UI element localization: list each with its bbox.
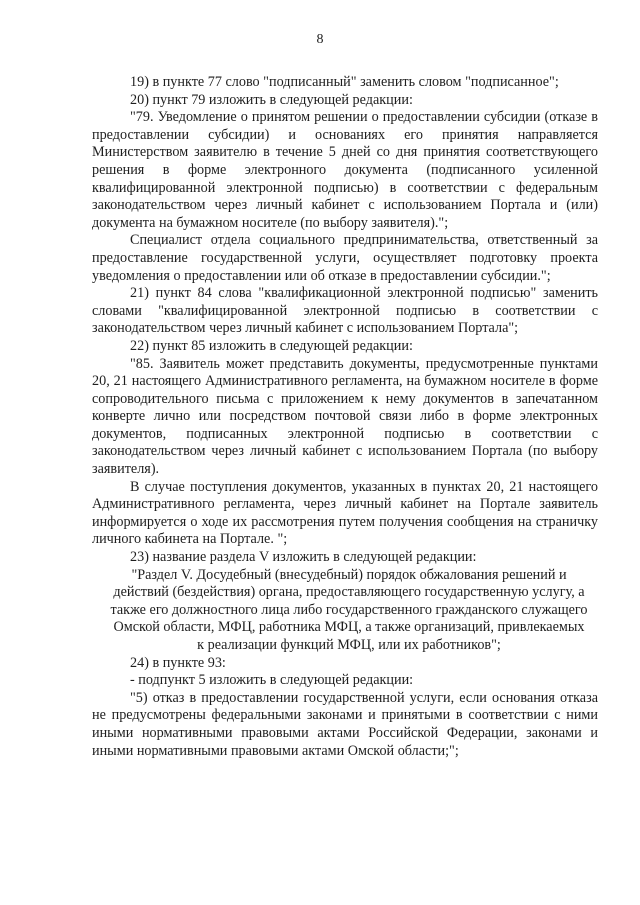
- quoted-paragraph-85: "85. Заявитель может представить документы, предусмотренные пунктами 20, 21 настоящего Административного регламента, на бумажном носителе в форме сопроводительного письма с приложением к нему документов в запечатанном конверте лично или посредством почтовой связи либо в форме электронных документов, подписанных электронной подписью в соответствии с законодательством через личный кабинет с использованием Портала (по выбору заявителя).: [92, 355, 598, 478]
- section-v-title: "Раздел V. Досудебный (внесудебный) порядок обжалования решений и действий (бездействия) органа, предоставляющего государственную услугу, а также его должностного лица либо государственного гражданского служащего Омской области, МФЦ, работника МФЦ, а также организаций, привлекаемых к реализации функций МФЦ, или их работников";: [110, 566, 588, 653]
- paragraph-item-21: 21) пункт 84 слова "квалификационной электронной подписью" заменить словами "квалифицированной электронной подписью в соответствии с законодательством через личный кабинет с использованием Портала";: [92, 285, 598, 337]
- quoted-paragraph-79: "79. Уведомление о принятом решении о предоставлении субсидии (отказе в предоставлении субсидии) и основаниях его принятия направляется Министерством заявителю в течение 5 дней со дня принятия соответствующего решения в форме электронного документа (подписанного усиленной квалифицированной электронной подписью) в соответствии с федеральным законодательством через личный кабинет с использованием Портала и (или) документа на бумажном носителе (по выбору заявителя).";: [92, 109, 598, 231]
- paragraph-item-22: 22) пункт 85 изложить в следующей редакции:: [130, 337, 413, 354]
- document-body: [92, 74, 598, 760]
- subparagraph-5-text: "5) отказ в предоставлении государственной услуги, если основания отказа не предусмотрены федеральными законами и принятыми в соответствии с ними иными нормативными правовыми актами Российской Федерации, законами и иными нормативными правовыми актами Омской области;";: [92, 689, 598, 759]
- paragraph-item-20: 20) пункт 79 изложить в следующей редакции:: [130, 91, 413, 108]
- portal-notification-paragraph: В случае поступления документов, указанных в пунктах 20, 21 настоящего Административного регламента, через личный кабинет на Портале заявитель информируется о ходе их рассмотрения путем получения сообщения на страничку личного кабинета на Портале. ";: [92, 478, 598, 548]
- paragraph-item-19: 19) в пункте 77 слово "подписанный" заменить словом "подписанное";: [130, 74, 559, 90]
- specialist-paragraph: Специалист отдела социального предпринимательства, ответственный за предоставление государственной услуги, осуществляет подготовку проекта уведомления о предоставлении или об отказе в предоставлении субсидии.";: [92, 232, 598, 284]
- subparagraph-5-intro: - подпункт 5 изложить в следующей редакции:: [130, 672, 414, 689]
- paragraph-item-24: 24) в пункте 93:: [130, 654, 226, 671]
- paragraph-item-23: 23) название раздела V изложить в следующей редакции:: [130, 549, 477, 566]
- page-number: 8: [316, 32, 324, 47]
